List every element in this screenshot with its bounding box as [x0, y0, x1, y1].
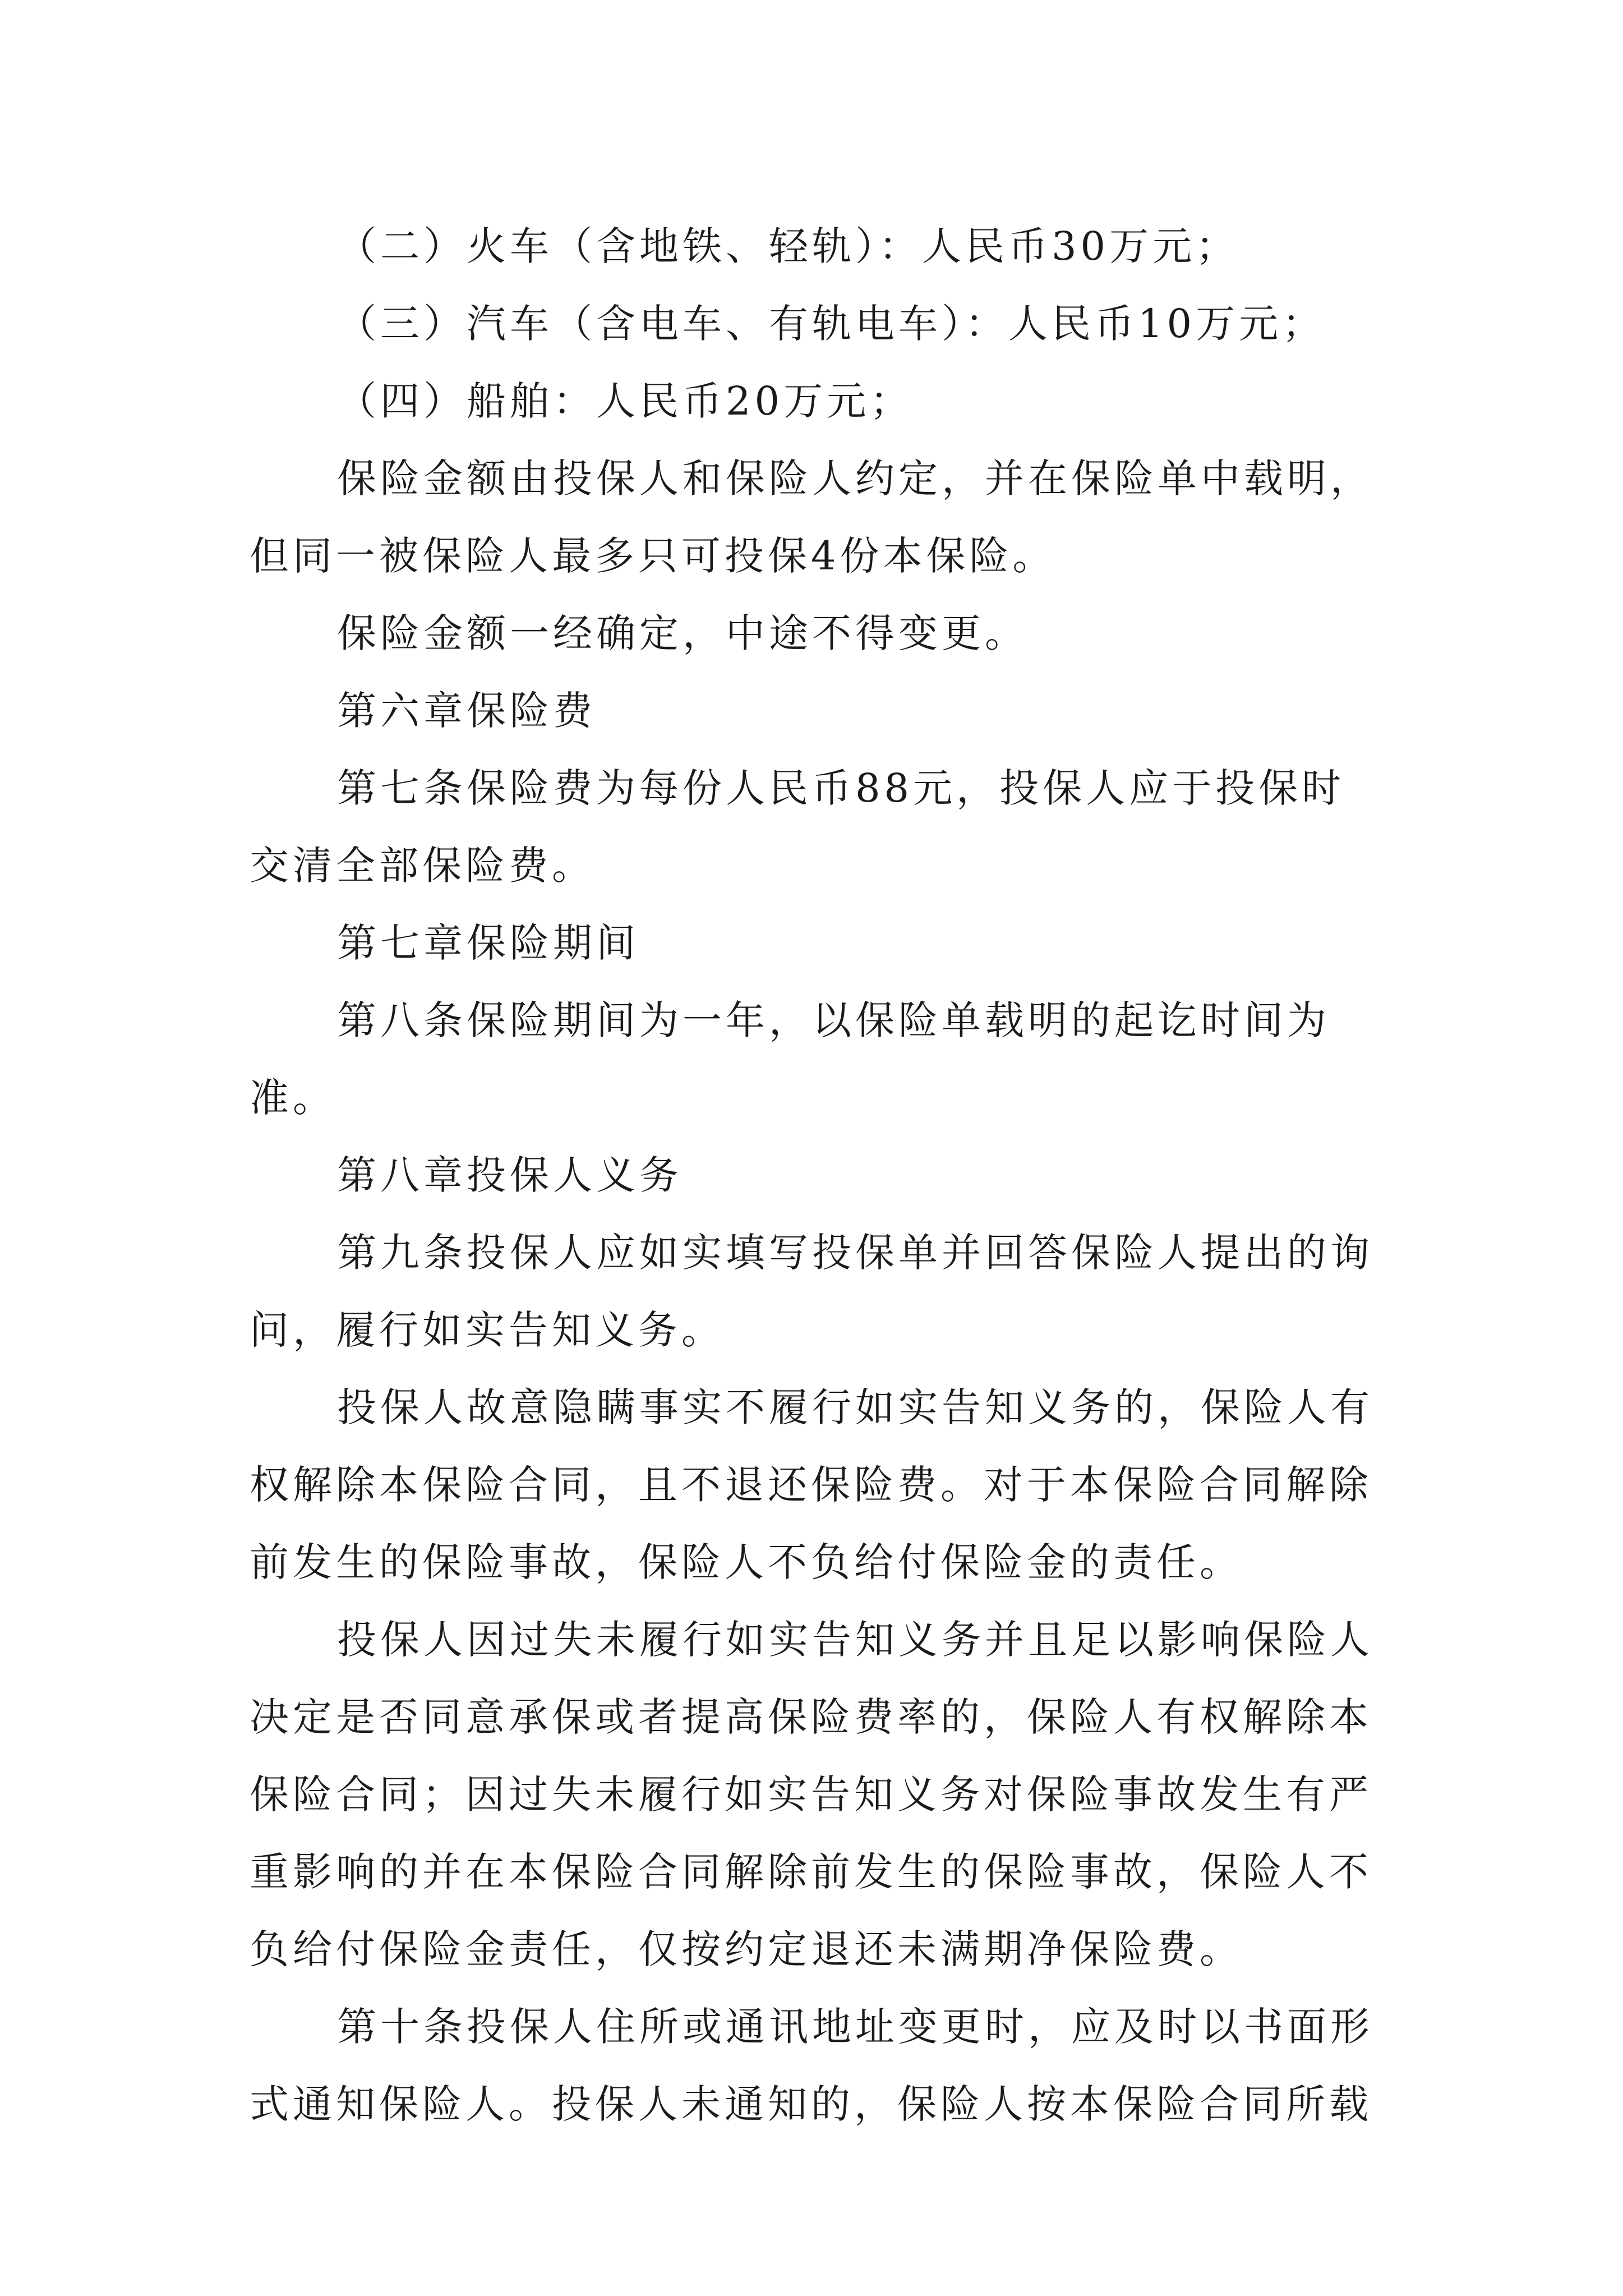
paragraph-negligent-nondisclosure: 投保人因过失未履行如实告知义务并且足以影响保险人决定是否同意承保或者提高保险费率的，保险人有权解除本保险合同；因过失未履行如实告知义务对保险事故发生有严重影响的并在本保险合同解除前发生的保险事故，保险人不负给付保险金责任，仅按约定退还未满期净保险费。: [250, 1617, 1373, 1972]
chapter-heading-premium: 第六章保险费: [337, 688, 596, 734]
document-body: [250, 208, 1382, 2143]
paragraph-insured-amount-agreement: 保险金额由投保人和保险人约定，并在保险单中载明，但同一被保险人最多只可投保4份本保险。: [250, 455, 1373, 579]
chapter-heading-period: 第七章保险期间: [337, 920, 639, 966]
paragraph-ship-amount: （四）船舶：人民币20万元；: [337, 378, 914, 424]
paragraph-bus-amount: （三）汽车（含电车、有轨电车）：人民币10万元；: [337, 301, 1326, 347]
article-9-disclosure: 第九条投保人应如实填写投保单并回答保险人提出的询问，履行如实告知义务。: [250, 1230, 1373, 1353]
paragraph-amount-fixed: 保险金额一经确定，中途不得变更。: [337, 610, 1028, 656]
paragraph-train-amount: （二）火车（含地铁、轻轨）：人民币30万元；: [337, 223, 1239, 269]
chapter-heading-obligations: 第八章投保人义务: [337, 1152, 683, 1198]
paragraph-intentional-concealment: 投保人故意隐瞒事实不履行如实告知义务的，保险人有权解除本保险合同，且不退还保险费。对于本保险合同解除前发生的保险事故，保险人不负给付保险金的责任。: [250, 1384, 1373, 1585]
article-10-address-change: 第十条投保人住所或通讯地址变更时，应及时以书面形式通知保险人。投保人未通知的，保险人按本保险合同所载: [250, 2004, 1373, 2127]
article-8-period: 第八条保险期间为一年，以保险单载明的起讫时间为准。: [250, 997, 1330, 1121]
article-7-premium: 第七条保险费为每份人民币88元，投保人应于投保时交清全部保险费。: [250, 765, 1345, 889]
